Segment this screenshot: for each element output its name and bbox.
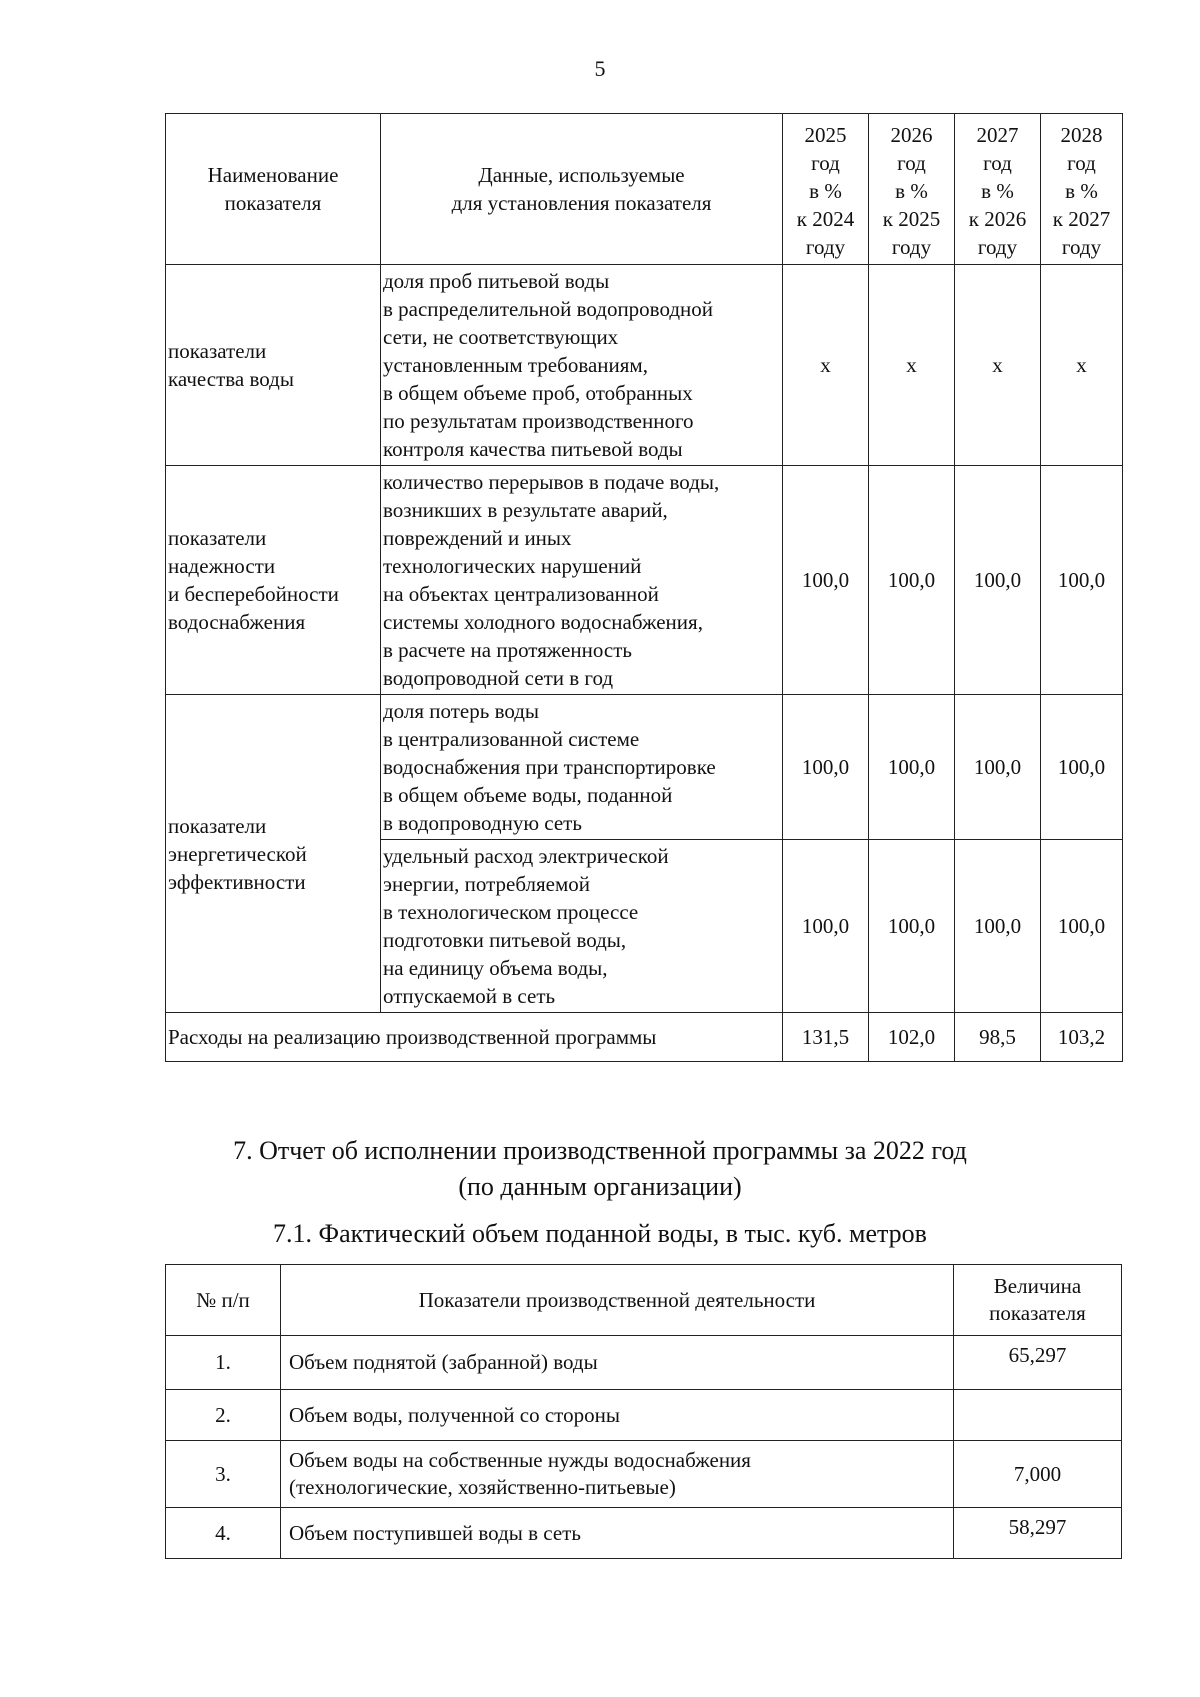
total-label: Расходы на реализацию производственной программы bbox=[166, 1013, 783, 1062]
value-cell: 100,0 bbox=[869, 466, 955, 695]
row-number: 2. bbox=[166, 1390, 281, 1441]
row-number: 3. bbox=[166, 1441, 281, 1508]
table1-header-row bbox=[166, 114, 1123, 265]
table-row bbox=[166, 265, 1123, 466]
value-cell: 100,0 bbox=[955, 466, 1041, 695]
indicator-group-energy: показатели энергетической эффективности bbox=[166, 695, 381, 1013]
total-value-cell: 103,2 bbox=[1041, 1013, 1123, 1062]
total-value-cell: 131,5 bbox=[783, 1013, 869, 1062]
indicator-data-cell: доля проб питьевой воды в распределительной водопроводной сети, не соответствующих установленным требованиям, в общем объеме проб, отобранных по результатам производственного контроля качества питьевой воды bbox=[381, 265, 783, 466]
table-row bbox=[166, 695, 1123, 840]
indicator-data-cell: удельный расход электрической энергии, потребляемой в технологическом процессе подготовки питьевой воды, на единицу объема воды, отпускаемой в сеть bbox=[381, 840, 783, 1013]
page-number: 5 bbox=[594, 56, 606, 81]
header-indicator: Показатели производственной деятельности bbox=[281, 1265, 954, 1336]
value-cell: 100,0 bbox=[783, 695, 869, 840]
header-indicator-data: Данные, используемые для установления показателя bbox=[381, 114, 783, 265]
header-value: Величина показателя bbox=[954, 1265, 1122, 1336]
value-cell: х bbox=[869, 265, 955, 466]
indicator-data-cell: доля потерь воды в централизованной системе водоснабжения при транспортировке в общем объеме воды, поданной в водопроводную сеть bbox=[381, 695, 783, 840]
section-7-title: 7. Отчет об исполнении производственной программы за 2022 год (по данным организации) bbox=[233, 1136, 967, 1201]
indicator-group-quality: показатели качества воды bbox=[166, 265, 381, 466]
indicators-table bbox=[165, 113, 1123, 1062]
total-value-cell: 98,5 bbox=[955, 1013, 1041, 1062]
section-7-1-subtitle: 7.1. Фактический объем поданной воды, в тыс. куб. метров bbox=[273, 1219, 927, 1248]
value-cell bbox=[954, 1390, 1122, 1441]
total-value-cell: 102,0 bbox=[869, 1013, 955, 1062]
indicator-cell: Объем воды на собственные нужды водоснабжения (технологические, хозяйственно-питьевые) bbox=[281, 1441, 954, 1508]
indicator-data-cell: количество перерывов в подаче воды, возникших в результате аварий, повреждений и иных технологических нарушений на объектах централизованной системы холодного водоснабжения, в расчете на протяженность водопроводной сети в год bbox=[381, 466, 783, 695]
indicator-group-reliability: показатели надежности и бесперебойности водоснабжения bbox=[166, 466, 381, 695]
value-cell: 100,0 bbox=[869, 840, 955, 1013]
header-year-2027: 2027 год в % к 2026 году bbox=[955, 114, 1041, 265]
value-cell: 65,297 bbox=[954, 1336, 1122, 1390]
value-cell: 100,0 bbox=[869, 695, 955, 840]
water-volume-table bbox=[165, 1264, 1122, 1559]
row-number: 1. bbox=[166, 1336, 281, 1390]
indicator-cell: Объем воды, полученной со стороны bbox=[281, 1390, 954, 1441]
value-cell: 100,0 bbox=[955, 695, 1041, 840]
value-cell: х bbox=[783, 265, 869, 466]
value-cell: 100,0 bbox=[1041, 840, 1123, 1013]
header-indicator-name: Наименование показателя bbox=[166, 114, 381, 265]
table-row bbox=[166, 1390, 1122, 1441]
header-year-2028: 2028 год в % к 2027 году bbox=[1041, 114, 1123, 265]
value-cell: 100,0 bbox=[1041, 466, 1123, 695]
header-year-2026: 2026 год в % к 2025 году bbox=[869, 114, 955, 265]
value-cell: 58,297 bbox=[954, 1508, 1122, 1559]
table-row bbox=[166, 1508, 1122, 1559]
table-row bbox=[166, 466, 1123, 695]
header-row-number: № п/п bbox=[166, 1265, 281, 1336]
table-row bbox=[166, 1336, 1122, 1390]
value-cell: 100,0 bbox=[1041, 695, 1123, 840]
value-cell: 100,0 bbox=[783, 840, 869, 1013]
table2-header-row bbox=[166, 1265, 1122, 1336]
indicator-cell: Объем поднятой (забранной) воды bbox=[281, 1336, 954, 1390]
value-cell: 7,000 bbox=[954, 1441, 1122, 1508]
value-cell: х bbox=[955, 265, 1041, 466]
value-cell: 100,0 bbox=[955, 840, 1041, 1013]
indicator-cell: Объем поступившей воды в сеть bbox=[281, 1508, 954, 1559]
total-row bbox=[166, 1013, 1123, 1062]
header-year-2025: 2025 год в % к 2024 году bbox=[783, 114, 869, 265]
value-cell: х bbox=[1041, 265, 1123, 466]
value-cell: 100,0 bbox=[783, 466, 869, 695]
table-row bbox=[166, 1441, 1122, 1508]
row-number: 4. bbox=[166, 1508, 281, 1559]
